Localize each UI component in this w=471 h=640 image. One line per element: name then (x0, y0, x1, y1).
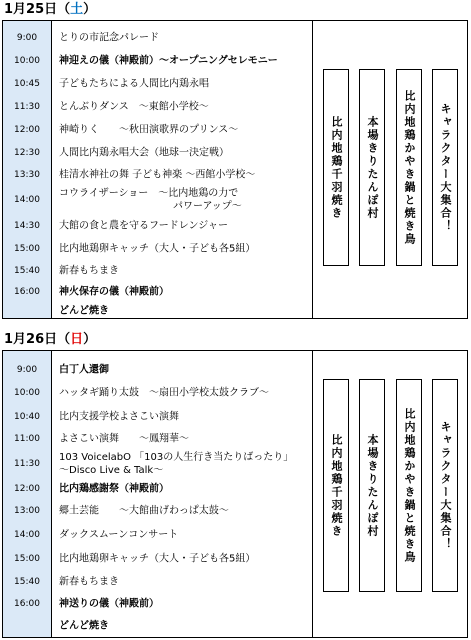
event-title: 神送りの儀（神殿前） (59, 598, 159, 610)
day-of-week: 日 (70, 332, 84, 347)
event-time: 10:00 (14, 388, 40, 398)
event-title: とんぶりダンス ～東館小学校～ (59, 101, 209, 112)
event-time: 10:40 (14, 411, 40, 422)
dow-paren-close: ） (83, 332, 97, 347)
event-time: 13:00 (14, 506, 40, 516)
stall-label: 比内地鶏千羽焼き (330, 115, 343, 220)
stall-box-kiritanpo (359, 379, 385, 592)
event-time: 10:45 (14, 78, 40, 89)
event-title-line1: コウライザーショー ～比内地鶏の力で (59, 188, 239, 199)
event-title (59, 187, 242, 213)
stall-box-characters (432, 69, 458, 266)
day-date: 1月25日 (4, 2, 58, 17)
event-title: 比内地鶏卵キャッチ（大人・子ども各5組） (59, 243, 256, 254)
event-time: 11:30 (14, 459, 40, 469)
stall-label: 比内地鶏かやき鍋と焼き鳥 (403, 407, 416, 564)
stall-box-kayaki-nabe (396, 379, 422, 592)
event-title: 白丁人還御 (59, 364, 109, 376)
event-title: 人間比内鶏永唱大会（地球一決定戦） (59, 147, 229, 158)
dow-paren-open: （ (57, 2, 71, 17)
event-time: 15:00 (14, 553, 40, 564)
event-time: 16:00 (14, 286, 40, 297)
stall-label: 比内地鶏かやき鍋と焼き鳥 (403, 89, 416, 246)
table-row (3, 281, 467, 302)
event-time: 14:30 (14, 220, 40, 231)
table-row (3, 359, 467, 381)
event-title: 神崎りく ～秋田演歌界のプリンス～ (59, 124, 239, 135)
event-title: どんど焼き (59, 620, 109, 632)
event-time: 12:30 (14, 147, 40, 158)
stall-label: 本場きりたんぽ村 (366, 433, 379, 538)
dow-paren-open: （ (57, 332, 71, 347)
event-title: 神迎えの儀（神殿前）～オープニングセレモニー (59, 55, 278, 66)
stall-label: キャラクター大集合！ (439, 420, 452, 551)
event-title (59, 451, 293, 477)
event-title: 新春もちまき (59, 265, 119, 276)
day-of-week: 土 (70, 2, 84, 17)
stall-box-chicken-grill (323, 379, 349, 592)
table-row (3, 615, 467, 637)
event-title: ハッタギ踊り太鼓 ～扇田小学校太鼓クラブ～ (59, 387, 269, 399)
event-title: 神火保存の儀（神殿前） (59, 286, 169, 297)
event-title: 桂清水神社の舞 子ども神楽 ～西館小学校～ (59, 169, 256, 181)
day-heading-jan26 (4, 332, 96, 348)
event-time: 14:00 (14, 195, 40, 205)
stall-box-chicken-grill (323, 69, 349, 266)
event-time: 12:00 (14, 484, 40, 494)
event-time: 11:30 (14, 101, 40, 112)
event-time: 10:00 (14, 55, 40, 66)
event-title-line2: パワーアップ～ (173, 201, 242, 212)
table-row (3, 593, 467, 615)
event-title: よさこい演舞 ～鳳翔華～ (59, 433, 189, 444)
event-title-line2: ～Disco Live & Talk～ (59, 465, 164, 476)
table-row (3, 26, 467, 49)
event-time: 15:00 (14, 243, 40, 254)
stall-label: 比内地鶏千羽焼き (330, 433, 343, 538)
event-title: 子どもたちによる人間比内鶏永唱 (59, 78, 209, 89)
event-time: 13:30 (14, 170, 40, 180)
event-time: 15:40 (14, 576, 40, 587)
day-date: 1月26日 (4, 332, 58, 347)
table-row (3, 302, 467, 320)
stall-box-kiritanpo (359, 69, 385, 266)
event-title: 郷土芸能 ～大館曲げわっぱ太鼓～ (59, 505, 229, 517)
schedule-table-jan25 (2, 20, 468, 319)
event-title: 比内支援学校よさこい演舞 (59, 411, 179, 422)
event-title: とりの市記念パレード (59, 32, 159, 43)
event-time: 9:00 (16, 365, 38, 375)
stall-label: キャラクター大集合！ (439, 102, 452, 233)
event-title-line1: 103 VoicelabO 「103の人生行き当たりばったり」 (59, 452, 294, 463)
event-time: 16:00 (14, 599, 40, 609)
dow-paren-close: ） (83, 2, 97, 17)
event-time: 9:00 (16, 32, 38, 43)
event-title: ダックスムーンコンサート (59, 529, 179, 541)
stall-box-kayaki-nabe (396, 69, 422, 266)
stall-label: 本場きりたんぽ村 (366, 115, 379, 220)
day-heading-jan25 (4, 2, 96, 18)
stall-box-characters (432, 379, 458, 592)
event-title: 比内鶏感謝祭（神殿前） (59, 483, 169, 495)
event-time: 11:00 (14, 433, 40, 444)
event-title: 比内地鶏卵キャッチ（大人・子ども各5組） (59, 553, 256, 564)
event-title: 新春もちまき (59, 576, 119, 587)
event-title: 大館の食と農を守るフードレンジャー (59, 220, 228, 231)
event-time: 15:40 (14, 265, 40, 276)
event-title: どんど焼き (59, 305, 109, 317)
event-time: 12:00 (14, 124, 40, 135)
event-time: 14:00 (14, 530, 40, 540)
schedule-table-jan26 (2, 350, 468, 638)
